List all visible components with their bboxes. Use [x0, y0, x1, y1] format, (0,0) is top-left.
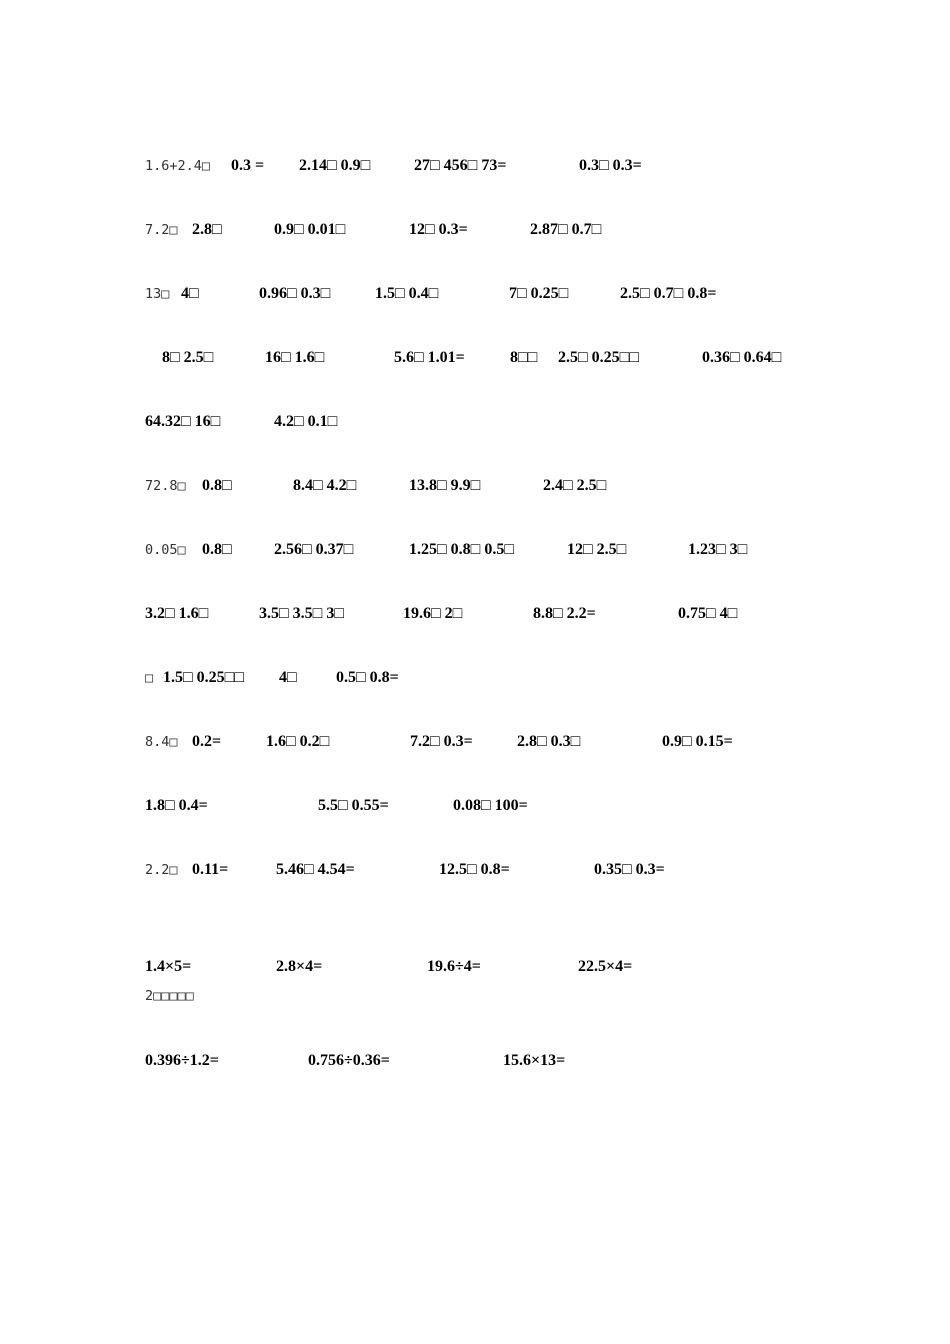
exercise-text: 8□ 2.5□: [162, 349, 214, 366]
exercise-text: 0.05□: [145, 542, 186, 558]
exercise-text: 4□: [181, 285, 199, 302]
exercise-text: 12□ 0.3=: [409, 221, 468, 238]
exercise-text: 4□: [279, 669, 297, 686]
exercise-text: 2.4□ 2.5□: [543, 477, 607, 494]
exercise-text: 0.08□ 100=: [453, 797, 528, 814]
exercise-text: 15.6×13=: [503, 1052, 566, 1069]
exercise-text: 5.46□ 4.54=: [276, 861, 355, 878]
exercise-text: 12□ 2.5□: [567, 541, 627, 558]
exercise-text: 2.56□ 0.37□: [274, 541, 354, 558]
exercise-text: 8.4□ 4.2□: [293, 477, 357, 494]
exercise-text: 27□ 456□ 73=: [414, 157, 507, 174]
exercise-text: 2.5□ 0.7□ 0.8=: [620, 285, 717, 302]
exercise-text: 12.5□ 0.8=: [439, 861, 510, 878]
exercise-text: 72.8□: [145, 478, 186, 494]
exercise-text: 4.2□ 0.1□: [274, 413, 338, 430]
exercise-text: 5.5□ 0.55=: [318, 797, 389, 814]
exercise-text: 0.36□ 0.64□: [702, 349, 782, 366]
exercise-text: 1.6+2.4□: [145, 158, 211, 174]
exercise-text: 2.87□ 0.7□: [530, 221, 602, 238]
exercise-text: 2.2□: [145, 862, 178, 878]
exercise-text: 1.4×5=: [145, 958, 192, 975]
exercise-text: 13□: [145, 286, 170, 302]
exercise-text: 1.8□ 0.4=: [145, 797, 208, 814]
exercise-text: 7□ 0.25□: [509, 285, 569, 302]
exercise-text: 3.2□ 1.6□: [145, 605, 209, 622]
exercise-text: 8.8□ 2.2=: [533, 605, 596, 622]
exercise-text: 1.23□ 3□: [688, 541, 748, 558]
exercise-text: 1.25□ 0.8□ 0.5□: [409, 541, 514, 558]
exercise-text: 2.8□: [192, 221, 222, 238]
exercise-text: 3.5□ 3.5□ 3□: [259, 605, 344, 622]
exercise-text: 13.8□ 9.9□: [409, 477, 481, 494]
exercise-text: □: [145, 670, 154, 686]
exercise-text: 0.5□ 0.8=: [336, 669, 399, 686]
exercise-text: 0.396÷1.2=: [145, 1052, 219, 1069]
exercise-text: 22.5×4=: [578, 958, 633, 975]
exercise-text: 0.3 =: [231, 157, 265, 174]
exercise-text: 19.6÷4=: [427, 958, 481, 975]
exercise-text: 0.96□ 0.3□: [259, 285, 331, 302]
exercise-text: 8□□: [510, 349, 538, 366]
exercise-text: 0.8□: [202, 477, 232, 494]
exercise-text: 5.6□ 1.01=: [394, 349, 465, 366]
exercise-text: 0.9□ 0.15=: [662, 733, 733, 750]
exercise-text: 0.35□ 0.3=: [594, 861, 665, 878]
exercise-text: 0.2=: [192, 733, 222, 750]
exercise-text: 0.8□: [202, 541, 232, 558]
exercise-text: 16□ 1.6□: [265, 349, 325, 366]
exercise-text: 64.32□ 16□: [145, 413, 221, 430]
exercise-text: 2.8□ 0.3□: [517, 733, 581, 750]
exercise-text: 7.2□ 0.3=: [410, 733, 473, 750]
exercise-text: 8.4□: [145, 734, 178, 750]
exercise-text: 2.14□ 0.9□: [299, 157, 371, 174]
exercise-text: 2.5□ 0.25□□: [558, 349, 639, 366]
exercise-text: 1.5□ 0.4□: [375, 285, 439, 302]
exercise-text: 0.756÷0.36=: [308, 1052, 390, 1069]
exercise-text: 0.3□ 0.3=: [579, 157, 642, 174]
exercise-text: 19.6□ 2□: [403, 605, 463, 622]
exercise-text: 7.2□: [145, 222, 178, 238]
exercise-text: 2.8×4=: [276, 958, 323, 975]
exercise-text: 0.9□ 0.01□: [274, 221, 346, 238]
exercise-text: 0.11=: [192, 861, 229, 878]
exercise-text: 1.5□ 0.25□□: [163, 669, 244, 686]
section-heading: 2□□□□□: [145, 988, 194, 1004]
exercise-text: 1.6□ 0.2□: [266, 733, 330, 750]
exercise-text: 0.75□ 4□: [678, 605, 738, 622]
